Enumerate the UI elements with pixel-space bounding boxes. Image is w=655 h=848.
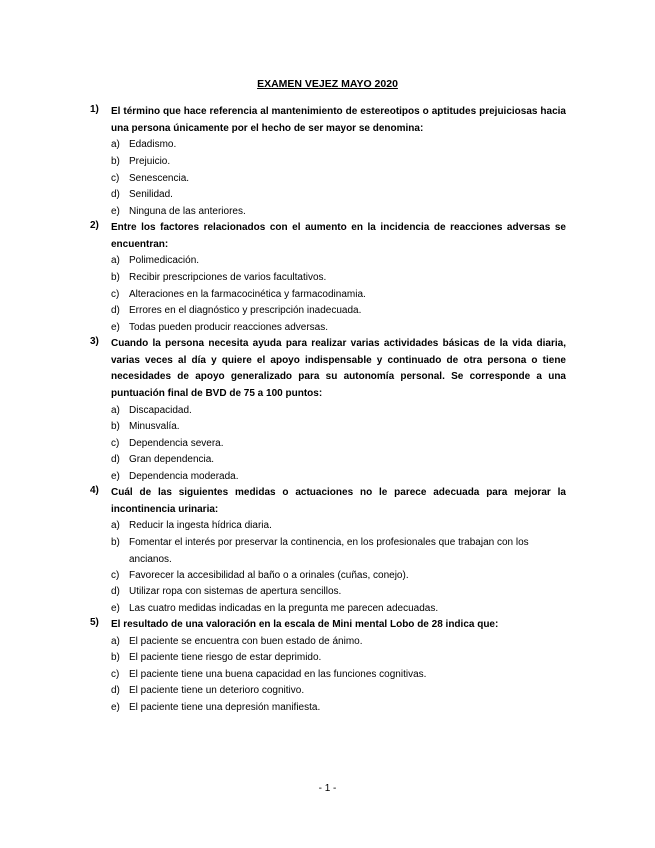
question-number: 5) (90, 617, 99, 628)
question-number: 3) (90, 336, 99, 347)
question-text: Cuando la persona necesita ayuda para realizar varias actividades básicas de la vida diaria, varias veces al día y quiere el apoyo indispensable y continuado de otra persona o tiene necesidades de apoyo generalizado para su autonomía personal. Se corresponde a una puntuación final de BVD de 75 a 100 puntos: (111, 338, 566, 399)
question-number: 1) (90, 104, 99, 115)
question-number: 4) (90, 485, 99, 496)
question-text: El resultado de una valoración en la escala de Mini mental Lobo de 28 indica que: (111, 619, 499, 630)
question-text: Entre los factores relacionados con el aumento en la incidencia de reacciones adversas se encuentran: (111, 222, 566, 250)
question-text: Cuál de las siguientes medidas o actuaciones no le parece adecuada para mejorar la incontinencia urinaria: (111, 487, 566, 515)
exam-title: EXAMEN VEJEZ MAYO 2020 (257, 78, 398, 90)
question-text: El término que hace referencia al mantenimiento de estereotipos o aptitudes prejuiciosas hacia una persona únicamente por el hecho de ser mayor se denomina: (111, 106, 566, 134)
page-number: - 1 - (318, 783, 337, 794)
document-page: EXAMEN VEJEZ MAYO 2020 1) El término que hace referencia al mantenimiento de estereotipos o aptitudes prejuiciosas hacia una persona únicamente por el hecho de ser mayor se denomina: a) Edadismo. b) Prejuicio. c) Senescencia. d) Senilidad. e) Ninguna de las anteriores. 2) Entre los factores relacionados con el aumento en la incidencia de reacciones adversas se encuentran: a) Polimedicación. b) Recibir prescripciones de varios facultativos. c) Alteraciones en la farmacocinética y farmacodinamia. d) Errores en el diagnóstico y prescripción inadecuada. e) Todas pueden producir reacciones adversas. 3) Cuando la persona necesita ayuda para realizar varias actividades básicas de la vida diaria, varias veces al día y quiere el apoyo indispensable y continuado de otra persona o tiene necesidades de apoyo generalizado para su autonomía personal. Se corresponde a una puntuación final de BVD de 75 a 100 puntos: a) Discapacidad. b) Minusvalía. c) Dependencia severa. d) Gran dependencia. e) Dependencia moderada. 4) Cuál de las siguientes medidas o actuaciones no le parece adecuada para mejorar la incontinencia urinaria: a) Reducir la ingesta hídrica diaria. b) Fomentar el interés por preservar la continencia, en los profesionales que trabajan con los ancianos. c) Favorecer la accesibilidad al baño o a orinales (cuñas, conejo). d) Utilizar ropa con sistemas de apertura sencillos. e) Las cuatro medidas indicadas en la pregunta me parecen adecuadas. 5) El resultado de una valoración en la escala de Mini mental Lobo de 28 indica que: a) El paciente se encuentra con buen estado de ánimo. b) El paciente tiene riesgo de estar deprimido. c) El paciente tiene una buena capacidad en las funciones cognitivas. d) El paciente tiene un deterioro cognitivo. e) El paciente tiene una depresión manifiesta. - 1 - (0, 0, 655, 848)
question-number: 2) (90, 220, 99, 231)
